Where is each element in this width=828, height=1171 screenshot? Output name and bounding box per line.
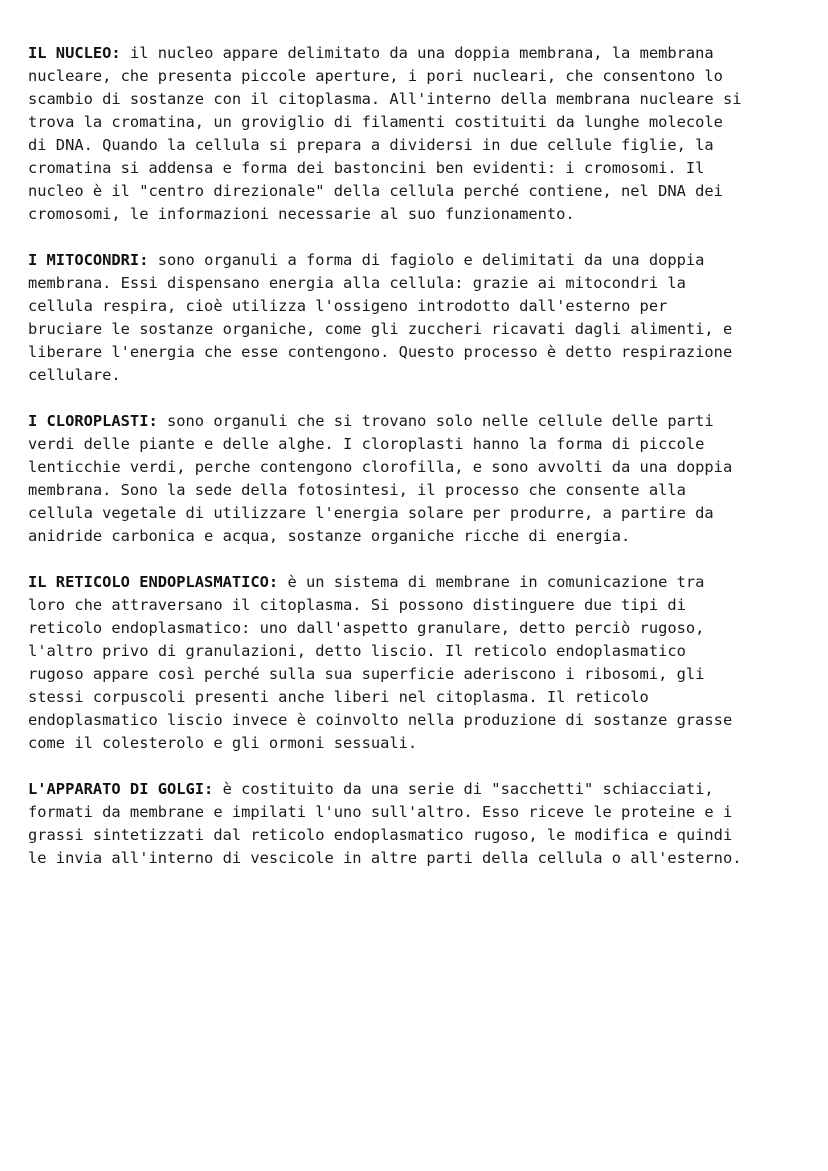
text-line: è un sistema di membrane in comunicazione tra: [278, 573, 705, 591]
text-line: bruciare le sostanze organiche, come gli zuccheri ricavati dagli alimenti, e: [28, 320, 733, 338]
text-line: stessi corpuscoli presenti anche liberi nel citoplasma. Il reticolo: [28, 688, 649, 706]
text-line: membrana. Essi dispensano energia alla cellula: grazie ai mitocondri la: [28, 274, 686, 292]
text-line: cellula vegetale di utilizzare l'energia solare per produrre, a partire da: [28, 504, 714, 522]
text-line: cellulare.: [28, 366, 121, 384]
text-line: loro che attraversano il citoplasma. Si possono distinguere due tipi di: [28, 596, 686, 614]
text-line: come il colesterolo e gli ormoni sessuali.: [28, 734, 418, 752]
text-line: anidride carbonica e acqua, sostanze organiche ricche di energia.: [28, 527, 631, 545]
section-heading: I CLOROPLASTI:: [28, 412, 158, 430]
text-line: liberare l'energia che esse contengono. Questo processo è detto respirazione: [28, 343, 733, 361]
text-line: formati da membrane e impilati l'uno sull'altro. Esso riceve le proteine e i: [28, 803, 733, 821]
text-line: cromatina si addensa e forma dei bastoncini ben evidenti: i cromosomi. Il: [28, 159, 705, 177]
text-line: l'altro privo di granulazioni, detto liscio. Il reticolo endoplasmatico: [28, 642, 686, 660]
text-line: rugoso appare così perché sulla sua superficie aderiscono i ribosomi, gli: [28, 665, 705, 683]
section-mitocondri: [28, 249, 818, 387]
section-heading: IL NUCLEO:: [28, 44, 121, 62]
text-line: le invia all'interno di vescicole in altre parti della cellula o all'esterno.: [28, 849, 742, 867]
section-heading: I MITOCONDRI:: [28, 251, 149, 269]
section-reticolo-endoplasmatico: [28, 571, 818, 755]
text-line: di DNA. Quando la cellula si prepara a dividersi in due cellule figlie, la: [28, 136, 714, 154]
text-line: il nucleo appare delimitato da una doppia membrana, la membrana: [120, 44, 714, 62]
section-cloroplasti: [28, 410, 818, 548]
text-line: cellula respira, cioè utilizza l'ossigeno introdotto dall'esterno per: [28, 297, 668, 315]
section-heading: IL RETICOLO ENDOPLASMATICO:: [28, 573, 279, 591]
text-line: nucleare, che presenta piccole aperture, i pori nucleari, che consentono lo: [28, 67, 723, 85]
text-line: grassi sintetizzati dal reticolo endoplasmatico rugoso, le modifica e quindi: [28, 826, 733, 844]
text-line: trova la cromatina, un groviglio di filamenti costituiti da lunghe molecole: [28, 113, 723, 131]
section-apparato-golgi: [28, 778, 818, 870]
section-nucleo: [28, 42, 818, 226]
text-line: reticolo endoplasmatico: uno dall'aspetto granulare, detto perciò rugoso,: [28, 619, 705, 637]
text-line: nucleo è il "centro direzionale" della cellula perché contiene, nel DNA dei: [28, 182, 723, 200]
text-line: sono organuli a forma di fagiolo e delimitati da una doppia: [148, 251, 705, 269]
text-line: lenticchie verdi, perche contengono clorofilla, e sono avvolti da una doppia: [28, 458, 733, 476]
text-line: scambio di sostanze con il citoplasma. All'interno della membrana nucleare si: [28, 90, 742, 108]
text-line: è costituito da una serie di "sacchetti" schiacciati,: [213, 780, 714, 798]
text-line: endoplasmatico liscio invece è coinvolto nella produzione di sostanze grasse: [28, 711, 733, 729]
text-line: membrana. Sono la sede della fotosintesi, il processo che consente alla: [28, 481, 686, 499]
section-heading: L'APPARATO DI GOLGI:: [28, 780, 214, 798]
text-line: sono organuli che si trovano solo nelle cellule delle parti: [157, 412, 714, 430]
document-body: [28, 42, 818, 893]
text-line: cromosomi, le informazioni necessarie al suo funzionamento.: [28, 205, 575, 223]
text-line: verdi delle piante e delle alghe. I cloroplasti hanno la forma di piccole: [28, 435, 705, 453]
